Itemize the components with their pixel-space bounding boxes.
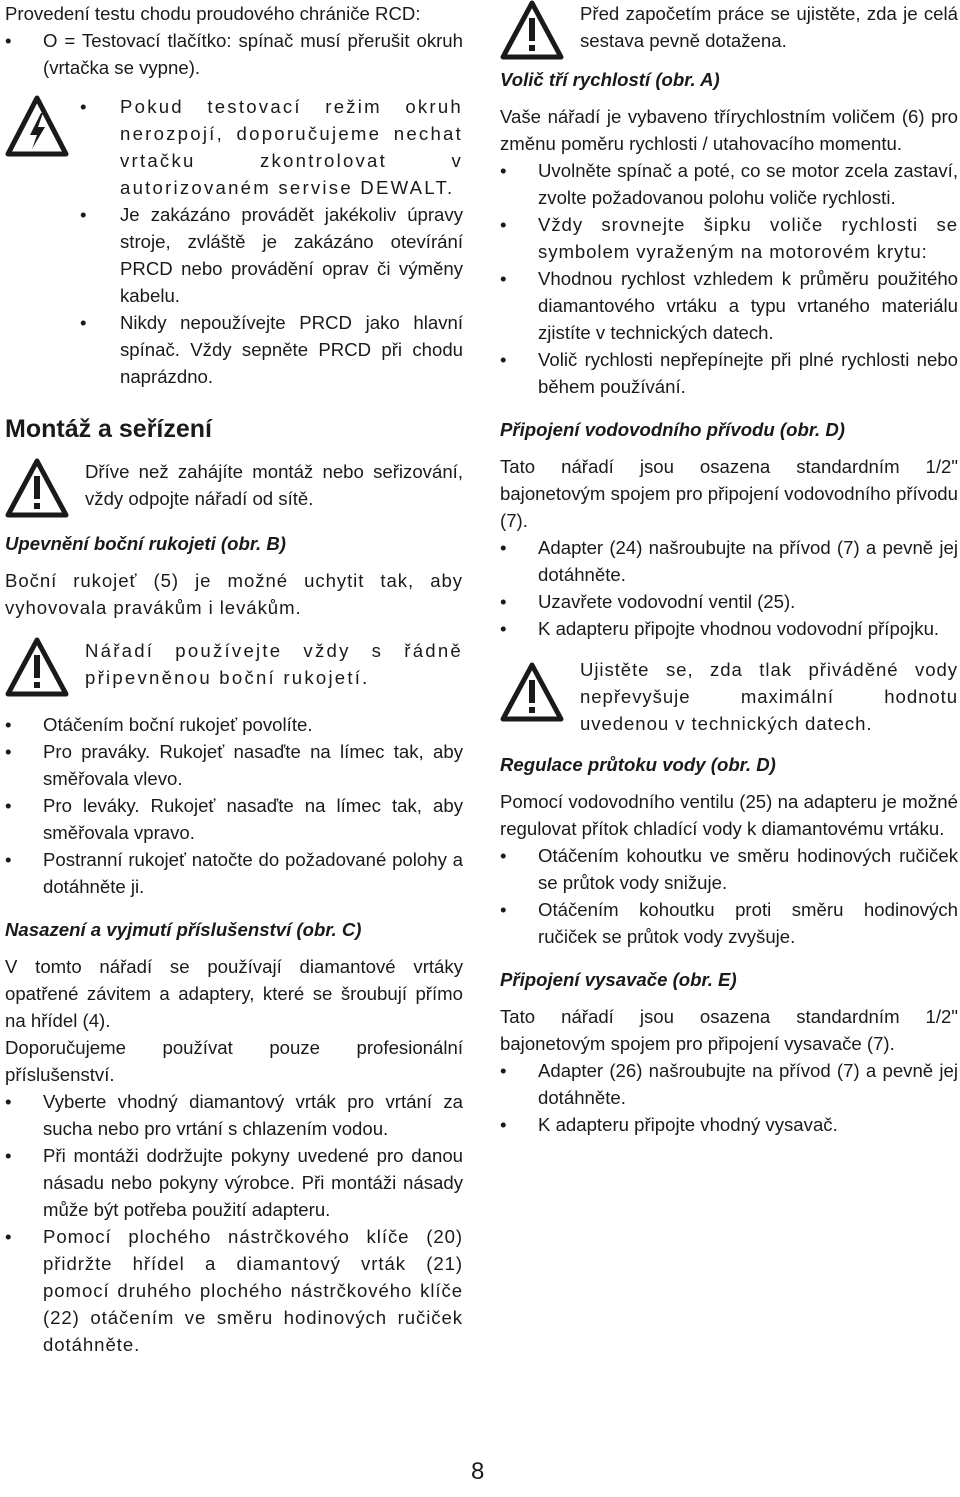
side-handle-warning-block xyxy=(5,637,463,697)
subsection-title: Upevnění boční rukojeti (obr. B) xyxy=(5,533,286,554)
list-item xyxy=(500,346,958,400)
list-item-text: Pokud testovací režim okruh nerozpojí, doporučujeme nechat vrtačku zkontrolovat v autorizovaném servise DEWALT. xyxy=(120,96,463,198)
paragraph: Tato nářadí jsou osazena standardním 1/2" bajonetovým spojem pro připojení vodovodního přívodu (7). xyxy=(500,456,958,531)
warning-text: Před započetím práce se ujistěte, zda je celá sestava pevně dotažena. xyxy=(580,3,958,51)
list-item xyxy=(500,1111,958,1138)
list-item-text: Adapter (26) našroubujte na přívod (7) a pevně jej dotáhněte. xyxy=(538,1060,958,1108)
bullet: • xyxy=(500,537,507,558)
list-item-text: K adapteru připojte vhodnou vodovodní přípojku. xyxy=(538,618,940,639)
bullet: • xyxy=(500,268,507,289)
list-item xyxy=(80,93,463,201)
assembly-warning-block xyxy=(5,458,463,518)
bullet: • xyxy=(500,899,507,920)
left-column xyxy=(5,0,463,1358)
list-item-text: K adapteru připojte vhodný vysavač. xyxy=(538,1114,838,1135)
bullet: • xyxy=(500,591,507,612)
list-item-text: Nikdy nepoužívejte PRCD jako hlavní spínač. Vždy sepněte PRCD při chodu naprázdno. xyxy=(120,312,463,387)
list-item-text: Volič rychlosti nepřepínejte při plné rychlosti nebo během používání. xyxy=(538,349,958,397)
list-item xyxy=(500,534,958,588)
bullet: • xyxy=(500,160,507,181)
list-item xyxy=(5,792,463,846)
list-item xyxy=(500,265,958,346)
list-item-text: O = Testovací tlačítko: spínač musí přerušit okruh (vrtačka se vypne). xyxy=(43,30,463,78)
list-item-text: Vždy srovnejte šipku voliče rychlosti se symbolem vyraženým na motorovém krytu: xyxy=(538,214,958,262)
electric-warning-block xyxy=(5,93,463,390)
subsection-title: Regulace průtoku vody (obr. D) xyxy=(500,754,776,775)
list-item xyxy=(5,1223,463,1358)
warning-text: Dříve než zahájíte montáž nebo seřizování, vždy odpojte nářadí od sítě. xyxy=(85,461,463,509)
bullet: • xyxy=(5,1091,12,1112)
list-item xyxy=(5,1088,463,1142)
list-item-text: Uvolněte spínač a poté, co se motor zcela zastaví, zvolte požadovanou polohu voliče rychlosti. xyxy=(538,160,958,208)
paragraph: Boční rukojeť (5) je možné uchytit tak, aby vyhovovala pravákům i levákům. xyxy=(5,570,463,618)
bullet: • xyxy=(500,618,507,639)
electric-hazard-icon xyxy=(5,95,69,157)
list-item xyxy=(500,896,958,950)
list-item-text: Při montáži dodržujte pokyny uvedené pro danou násadu nebo pokyny výrobce. Při montáži násady může být potřeba použití adapteru. xyxy=(43,1145,463,1220)
rcd-test-intro: Provedení testu chodu proudového chrániče RCD: xyxy=(5,3,421,24)
bullet: • xyxy=(500,845,507,866)
bullet: • xyxy=(5,795,12,816)
page-number: 8 xyxy=(471,1458,485,1485)
warning-text: Nářadí používejte vždy s řádně připevněnou boční rukojetí. xyxy=(85,640,463,688)
subsection-title: Připojení vodovodního přívodu (obr. D) xyxy=(500,419,846,440)
bullet: • xyxy=(80,312,87,333)
section-heading: Montáž a seřízení xyxy=(5,415,212,443)
list-item xyxy=(500,588,958,615)
list-item-text: Adapter (24) našroubujte na přívod (7) a pevně jej dotáhněte. xyxy=(538,537,958,585)
water-warning-block xyxy=(500,656,958,737)
list-item xyxy=(5,846,463,900)
subsection-title: Nasazení a vyjmutí příslušenství (obr. C) xyxy=(5,919,362,940)
bullet: • xyxy=(5,741,12,762)
list-item-text: Uzavřete vodovodní ventil (25). xyxy=(538,591,796,612)
list-item xyxy=(5,711,463,738)
bullet: • xyxy=(500,214,508,235)
top-warning-block xyxy=(500,0,958,60)
warning-icon xyxy=(5,637,69,697)
warning-text: Ujistěte se, zda tlak přiváděné vody nepřevyšuje maximální hodnotu uvedenou v technických datech. xyxy=(580,659,958,734)
bullet: • xyxy=(5,30,12,51)
paragraph: Pomocí vodovodního ventilu (25) na adapteru je možné regulovat přítok chladící vody k diamantovému vrtáku. xyxy=(500,791,958,839)
list-item-text: Postranní rukojeť natočte do požadované polohy a dotáhněte ji. xyxy=(43,849,463,897)
list-item-text: Vyberte vhodný diamantový vrták pro vrtání za sucha nebo pro vrtání s chlazením vodou. xyxy=(43,1091,463,1139)
bullet: • xyxy=(80,204,87,225)
bullet: • xyxy=(5,1145,12,1166)
paragraph: V tomto nářadí se používají diamantové vrtáky opatřené závitem a adaptery, které se šroubují přímo na hřídel (4). xyxy=(5,956,463,1031)
list-item xyxy=(500,211,958,265)
subsection-title: Volič tří rychlostí (obr. A) xyxy=(500,69,720,90)
bullet: • xyxy=(500,349,507,370)
list-item xyxy=(5,1142,463,1223)
bullet: • xyxy=(80,96,89,117)
warning-icon xyxy=(500,0,564,60)
list-item xyxy=(500,615,958,642)
bullet: • xyxy=(5,714,12,735)
warning-icon xyxy=(500,662,564,722)
list-item-text: Otáčením kohoutku ve směru hodinových ručiček se průtok vody snižuje. xyxy=(538,845,958,893)
bullet: • xyxy=(500,1114,507,1135)
list-item-text: Je zakázáno provádět jakékoliv úpravy stroje, zvláště je zakázáno otevírání PRCD nebo provádění oprav či výměny kabelu. xyxy=(120,204,463,306)
subsection-title: Připojení vysavače (obr. E) xyxy=(500,969,737,990)
list-item xyxy=(80,201,463,309)
list-item xyxy=(5,738,463,792)
list-item-text: Pro praváky. Rukojeť nasaďte na límec tak, aby směřovala vlevo. xyxy=(43,741,463,789)
paragraph: Vaše nářadí je vybaveno třírychlostním voličem (6) pro změnu poměru rychlosti / utahovacího momentu. xyxy=(500,106,958,154)
list-item xyxy=(80,309,463,390)
list-item-text: Vhodnou rychlost vzhledem k průměru použitého diamantového vrtáku a typu vrtaného materiálu zjistíte v technických datech. xyxy=(538,268,958,343)
list-item xyxy=(500,842,958,896)
list-item xyxy=(500,157,958,211)
bullet: • xyxy=(5,1226,13,1247)
list-item-text: Pomocí plochého nástrčkového klíče (20) přidržte hřídel a diamantový vrták (21) pomocí druhého plochého nástrčkového klíče (22) otáčením ve směru hodinových ručiček dotáhněte. xyxy=(43,1226,463,1355)
list-item-text: Otáčením boční rukojeť povolíte. xyxy=(43,714,313,735)
right-column xyxy=(500,0,958,1138)
list-item xyxy=(500,1057,958,1111)
bullet: • xyxy=(500,1060,507,1081)
bullet: • xyxy=(5,849,12,870)
paragraph: Tato nářadí jsou osazena standardním 1/2" bajonetovým spojem pro připojení vysavače (7). xyxy=(500,1006,958,1054)
list-item xyxy=(5,27,463,81)
list-item-text: Pro leváky. Rukojeť nasaďte na límec tak, aby směřovala vpravo. xyxy=(43,795,463,843)
warning-icon xyxy=(5,458,69,518)
list-item-text: Otáčením kohoutku proti směru hodinových ručiček se průtok vody zvyšuje. xyxy=(538,899,958,947)
paragraph: Doporučujeme používat pouze profesionální příslušenství. xyxy=(5,1037,463,1085)
